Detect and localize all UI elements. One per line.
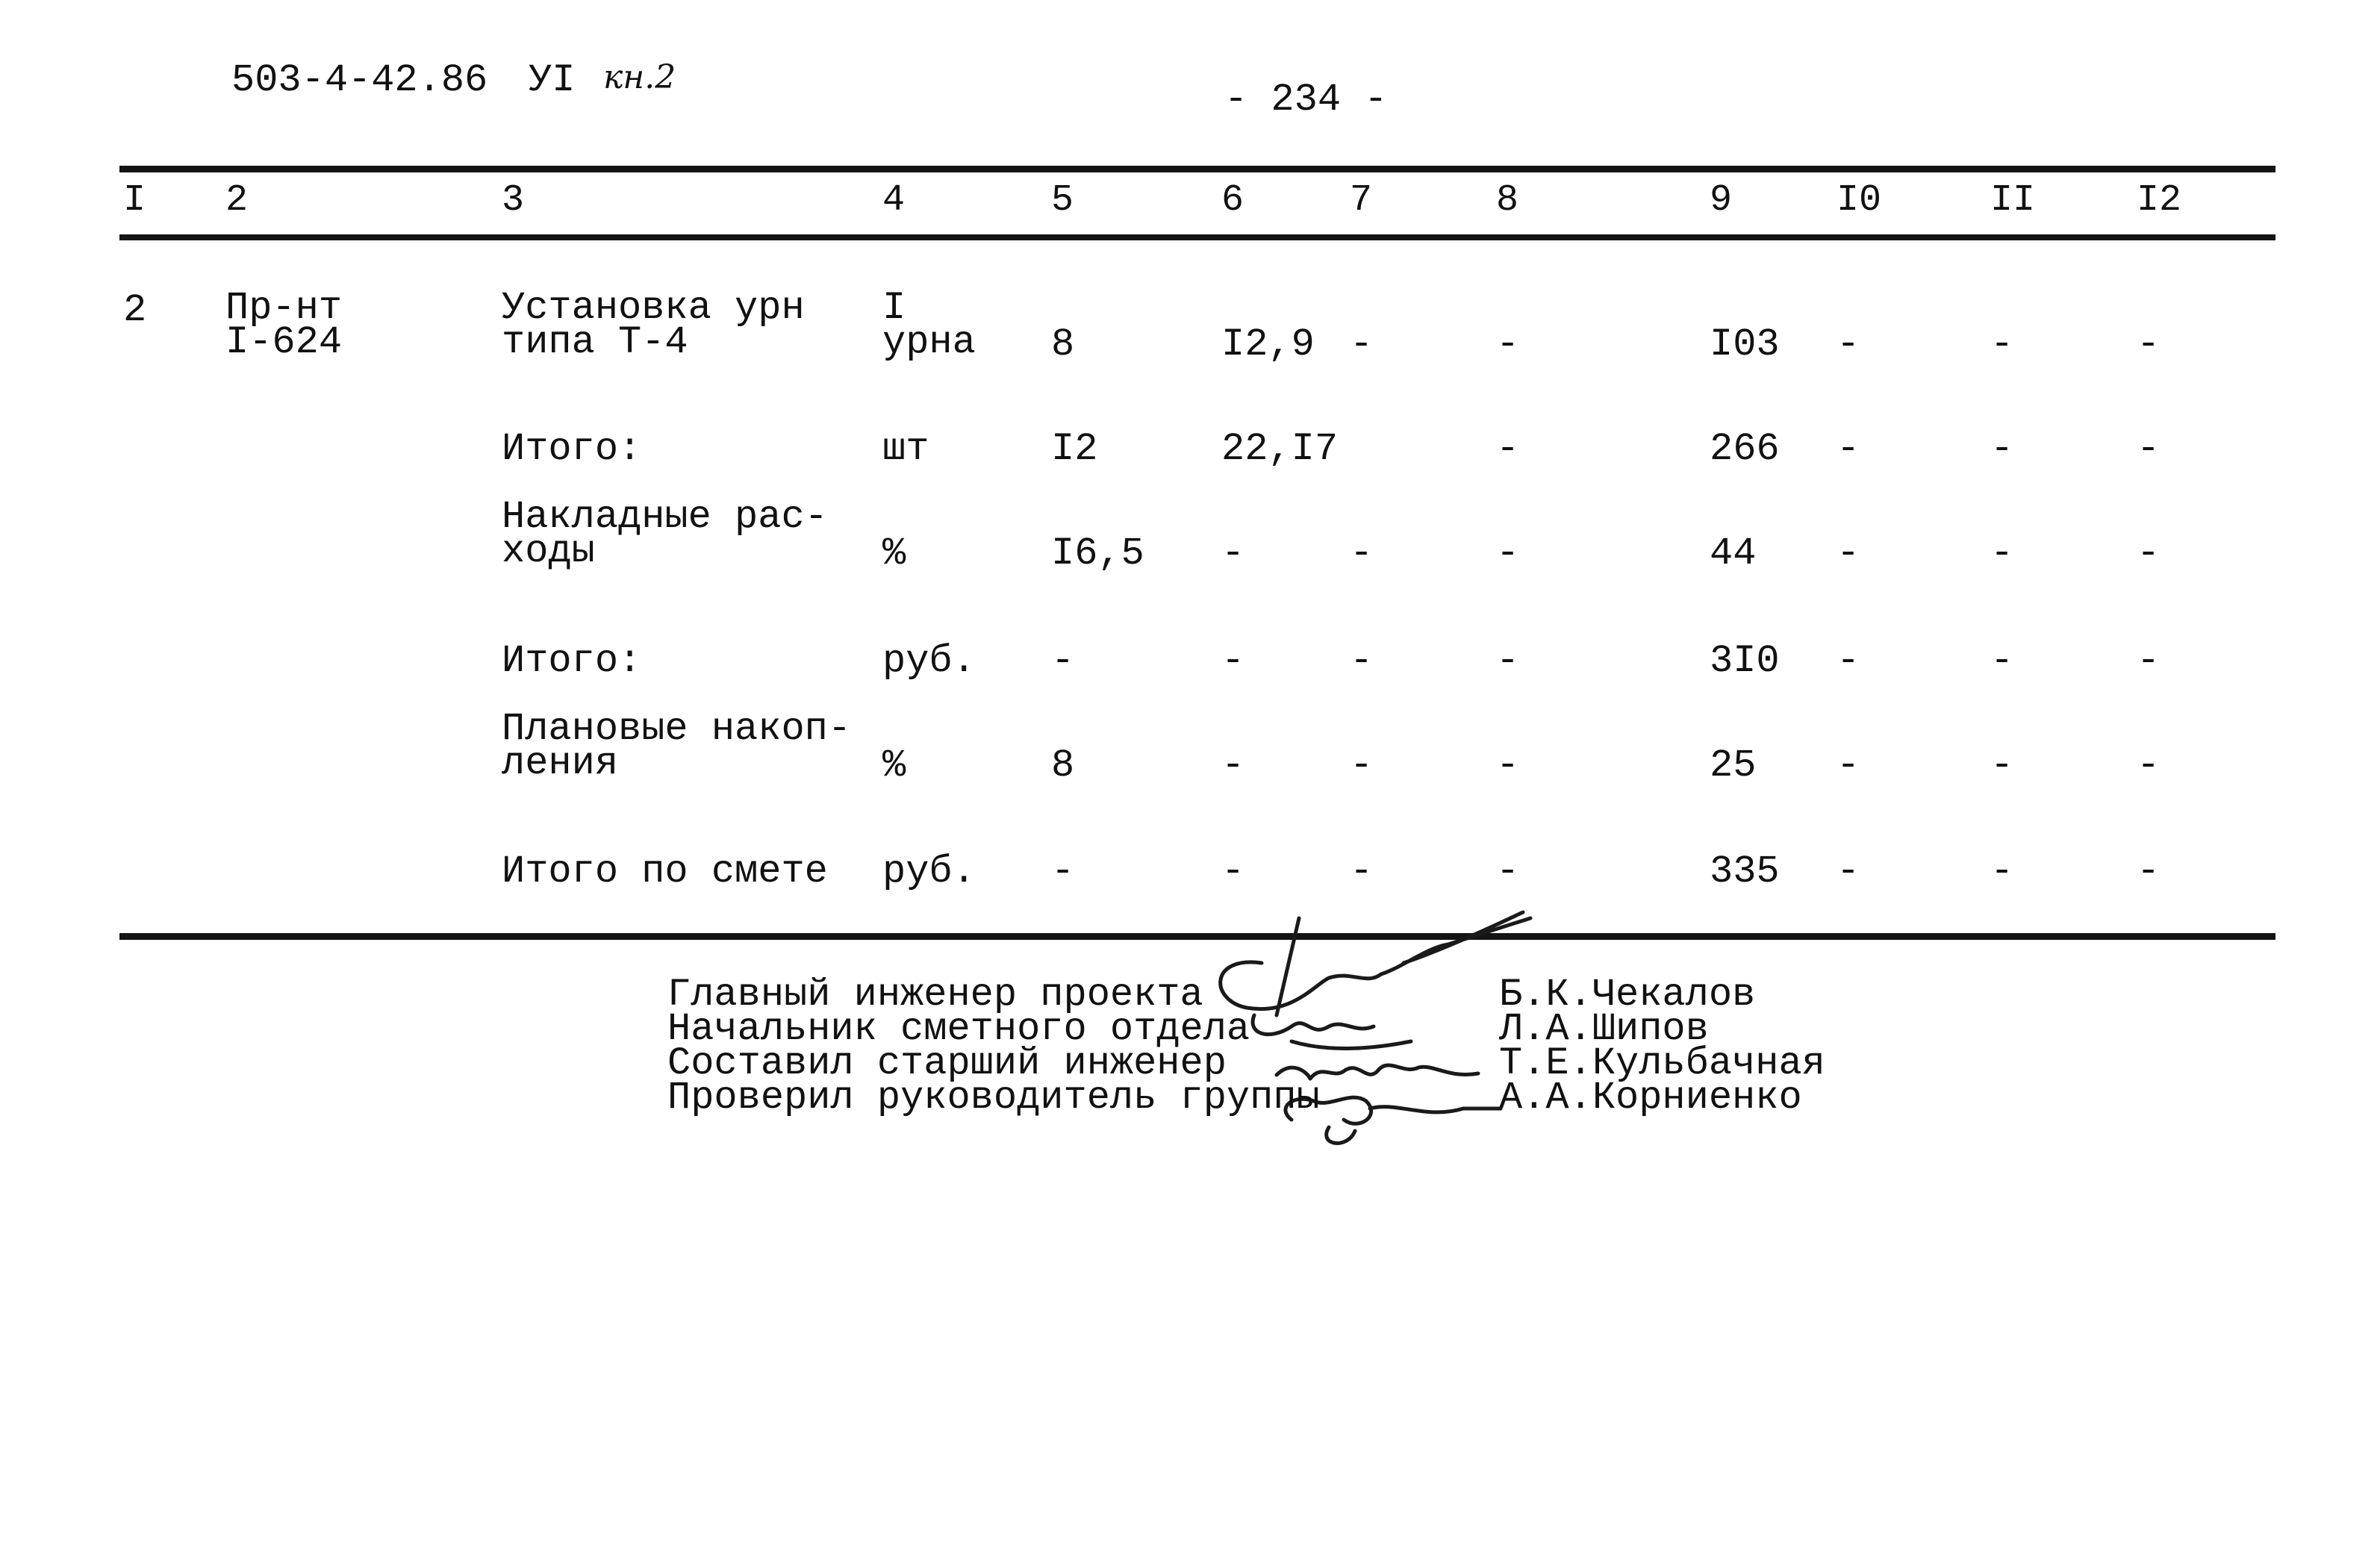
col-number-5: 5 <box>1051 179 1074 222</box>
col7-value: - <box>1350 744 1374 788</box>
total-cost: 25 <box>1710 744 1757 788</box>
col-number-11: II <box>1990 179 2036 222</box>
signature-role: Начальник сметного отдела <box>667 1007 1250 1051</box>
unit-cost: I2,9 <box>1221 322 1315 367</box>
col8-value: - <box>1496 744 1520 788</box>
quantity: - <box>1051 639 1075 683</box>
total-cost: 44 <box>1710 532 1757 576</box>
work-description: Установка урн типа Т-4 <box>502 286 805 364</box>
quantity: I2 <box>1051 427 1098 471</box>
row-number: 2 <box>123 288 147 332</box>
col12-value: - <box>2137 532 2161 576</box>
col-number-1: I <box>123 179 146 222</box>
col11-value: - <box>1990 322 2014 367</box>
col11-value: - <box>1990 850 2014 894</box>
total-cost: 266 <box>1710 427 1780 471</box>
col10-value: - <box>1837 427 1860 471</box>
document-code: 503-4-42.86 <box>231 58 488 102</box>
total-cost: 335 <box>1710 850 1780 894</box>
unit: % <box>882 744 906 788</box>
col7-value: - <box>1350 322 1374 367</box>
rate-code: Пр-нт I-624 <box>225 286 343 364</box>
table-top-rule <box>119 166 2275 172</box>
col7-value: - <box>1350 532 1374 576</box>
col12-value: - <box>2137 427 2161 471</box>
signature-name: Б.К.Чекалов <box>1499 973 1756 1017</box>
signature-name: Л.А.Шипов <box>1499 1007 1709 1051</box>
signature-role: Главный инженер проекта <box>667 973 1203 1017</box>
col-number-3: 3 <box>502 179 525 222</box>
unit-cost: 22,I7 <box>1221 427 1339 471</box>
unit-cost: - <box>1221 744 1245 788</box>
unit-cost: - <box>1221 532 1245 576</box>
total-cost: I03 <box>1710 322 1780 367</box>
col-number-2: 2 <box>225 179 249 222</box>
col11-value: - <box>1990 532 2014 576</box>
col10-value: - <box>1837 744 1860 788</box>
col8-value: - <box>1496 850 1520 894</box>
work-description: Итого по смете <box>502 850 828 894</box>
total-cost: 3I0 <box>1710 639 1780 683</box>
col7-value: - <box>1350 639 1374 683</box>
signature-name: Т.Е.Кульбачная <box>1499 1041 1825 1085</box>
col12-value: - <box>2137 322 2161 367</box>
col-number-6: 6 <box>1221 179 1244 222</box>
unit: I урна <box>882 286 976 364</box>
page-number: - 234 - <box>1224 78 1388 122</box>
work-description: Итого: <box>502 639 642 683</box>
signature-role: Проверил руководитель группы <box>667 1076 1320 1120</box>
col7-value: - <box>1350 850 1374 894</box>
col10-value: - <box>1837 850 1860 894</box>
col-number-8: 8 <box>1496 179 1519 222</box>
signature-role: Составил старший инженер <box>667 1041 1227 1085</box>
col11-value: - <box>1990 427 2014 471</box>
col8-value: - <box>1496 639 1520 683</box>
work-description: Накладные рас- ходы <box>502 495 828 573</box>
col-number-9: 9 <box>1710 179 1733 222</box>
work-description: Итого: <box>502 427 642 471</box>
unit-cost: - <box>1221 639 1245 683</box>
unit: руб. <box>882 850 976 894</box>
quantity: I6,5 <box>1051 532 1144 576</box>
quantity: - <box>1051 850 1075 894</box>
col8-value: - <box>1496 532 1520 576</box>
quantity: 8 <box>1051 744 1075 788</box>
col12-value: - <box>2137 744 2161 788</box>
unit: руб. <box>882 639 976 683</box>
col-number-12: I2 <box>2137 179 2182 222</box>
unit: % <box>882 532 906 576</box>
col12-value: - <box>2137 850 2161 894</box>
unit: шт <box>882 427 929 471</box>
col8-value: - <box>1496 427 1520 471</box>
col12-value: - <box>2137 639 2161 683</box>
col-number-4: 4 <box>882 179 906 222</box>
col10-value: - <box>1837 532 1860 576</box>
header-bottom-rule <box>119 234 2275 240</box>
col10-value: - <box>1837 639 1860 683</box>
volume-label: УI <box>529 58 576 102</box>
col10-value: - <box>1837 322 1860 367</box>
col-number-10: I0 <box>1837 179 1882 222</box>
col-number-7: 7 <box>1350 179 1373 222</box>
col11-value: - <box>1990 639 2014 683</box>
handwritten-book-note: кн.2 <box>603 58 676 96</box>
work-description: Плановые накоп- ления <box>502 707 852 785</box>
quantity: 8 <box>1051 322 1075 367</box>
unit-cost: - <box>1221 850 1245 894</box>
signature-name: А.А.Корниенко <box>1499 1076 1802 1120</box>
col8-value: - <box>1496 322 1520 367</box>
col11-value: - <box>1990 744 2014 788</box>
